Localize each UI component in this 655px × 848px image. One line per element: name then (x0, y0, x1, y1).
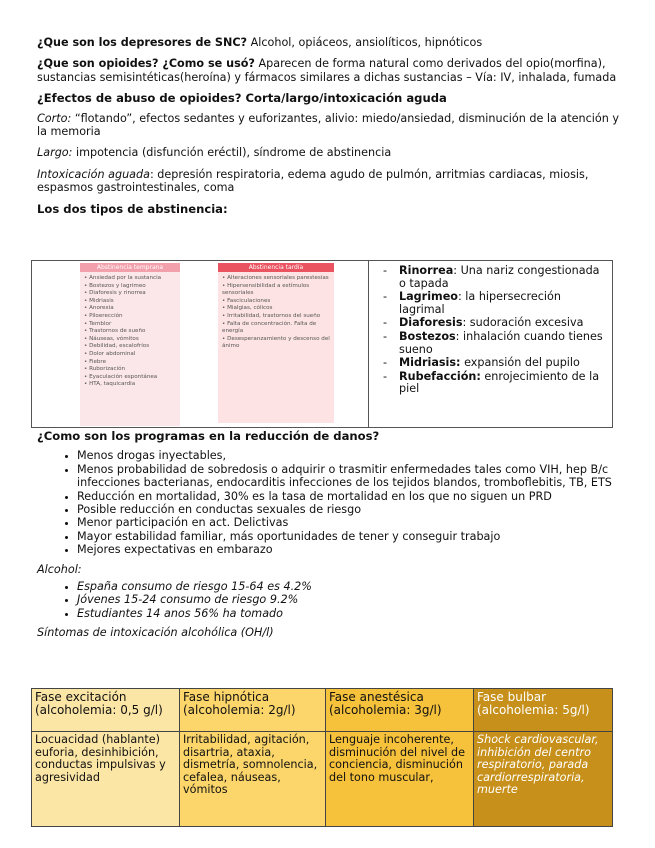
sign-description: : sudoración excesiva (462, 316, 584, 330)
corto-paragraph (37, 112, 619, 139)
phase-header: Fase hipnótica (alcoholemia: 2g/l) (180, 689, 326, 732)
late-abstinence-item: • Mialgias, cólicos (222, 305, 334, 313)
late-abstinence-list (222, 275, 334, 351)
harm-reduction-section (37, 430, 619, 648)
early-abstinence-item: • Náuseas, vómitos (84, 336, 180, 344)
late-abstinence-title: Abstinencia tardía (218, 263, 334, 272)
early-abstinence-item: • Bostezos y lagrimeo (84, 283, 180, 291)
phase-header: Fase bulbar (alcoholemia: 5g/l) (474, 689, 613, 732)
document-page (37, 36, 619, 222)
sign-term: Rubefacción: (399, 369, 481, 383)
sign-item (383, 291, 608, 316)
alcohol-item: • Jóvenes 15-24 consumo de riesgo 9.2% (77, 593, 619, 606)
abst-heading: Los dos tipos de abstinencia: (37, 201, 228, 216)
abstinence-image-cell (32, 261, 369, 427)
alcohol-label: Alcohol: (37, 562, 82, 576)
phase-header: Fase anestésica (alcoholemia: 3g/l) (326, 689, 474, 732)
alcohol-item: • Estudiantes 14 anos 56% ha tomado (77, 607, 619, 620)
prd-heading: ¿Como son los programas en la reducción de danos? (37, 429, 380, 443)
late-abstinence-panel (218, 263, 334, 423)
early-abstinence-item: • Midriasis (84, 298, 180, 306)
phase-symptoms: Locuacidad (hablante) euforia, desinhibición, conductas impulsivas y agresividad (32, 732, 180, 827)
sign-description: : inhalación cuando tienes sueno (399, 329, 603, 356)
alcohol-list (37, 580, 619, 620)
late-abstinence-item: • Fasciculaciones (222, 298, 334, 306)
q1-question: ¿Que son los depresores de SNC? (37, 36, 248, 49)
early-abstinence-item: • Fiebre (84, 359, 180, 367)
early-abstinence-item: • Diaforesis y rinorrea (84, 290, 180, 298)
q2-question: ¿Que son opioides? ¿Como se usó? (37, 57, 255, 71)
late-abstinence-item: • Hipersensibilidad a estímulos sensoriales (222, 283, 334, 298)
sign-term: Rinorrea (399, 264, 454, 277)
phase-symptoms: Lenguaje incoherente, disminución del nivel de conciencia, disminución del tono muscular, (326, 732, 474, 827)
largo-paragraph (37, 146, 619, 159)
prd-item: • Reducción en mortalidad, 30% es la tasa de mortalidad en los que no siguen un PRD (77, 490, 619, 503)
early-abstinence-panel (80, 263, 180, 426)
intox-text: : depresión respiratoria, edema agudo de pulmón, arritmias cardiacas, miosis, espasmos gastrointestinales, coma (37, 167, 589, 195)
early-abstinence-item: • Dolor abdominal (84, 351, 180, 359)
q2-paragraph (37, 57, 619, 84)
early-abstinence-item: • Eyaculación espontánea (84, 374, 180, 382)
late-abstinence-item: • Alteraciones sensoriales parestesias (222, 275, 334, 283)
early-abstinence-item: • Temblor (84, 321, 180, 329)
phase-header: Fase excitación (alcoholemia: 0,5 g/l) (32, 689, 180, 732)
sign-item (383, 331, 608, 356)
sign-item (383, 317, 608, 330)
intox-label: Intoxicación aguada (37, 167, 150, 181)
corto-label: Corto: (37, 111, 72, 125)
sign-term: Lagrimeo (399, 290, 458, 304)
q3-heading: ¿Efectos de abuso de opioides? Corta/largo/intoxicación aguda (37, 91, 447, 106)
early-abstinence-item: • Ruborización (84, 366, 180, 374)
intox-paragraph (37, 168, 619, 195)
early-abstinence-item: • Debilidad, escalofríos (84, 343, 180, 351)
early-abstinence-item: • Anorexia (84, 305, 180, 313)
early-abstinence-item: • HTA, taquicardia (84, 381, 180, 389)
q1-answer: Alcohol, opiáceos, ansiolíticos, hipnóticos (247, 36, 483, 49)
sign-item (383, 371, 608, 396)
early-abstinence-item: • Trastornos de sueño (84, 328, 180, 336)
sign-term: Midriasis: (399, 356, 461, 370)
sign-description: : la hipersecreción lagrimal (399, 290, 561, 316)
signs-list (383, 265, 608, 396)
prd-item: • Mayor estabilidad familiar, más oportunidades de tener y conseguir trabajo (77, 530, 619, 543)
sign-term: Diaforesis (399, 316, 463, 330)
largo-text: impotencia (disfunción eréctil), síndrome de abstinencia (72, 146, 392, 160)
corto-text: “flotando”, efectos sedantes y euforizantes, alivio: miedo/ansiedad, disminución de la atención y la memoria (37, 111, 619, 139)
late-abstinence-item: • Falta de concentración. Falta de energía (222, 321, 334, 336)
abstinence-table (31, 260, 613, 428)
late-abstinence-item: • Desesperanzamiento y descenso del ánimo (222, 336, 334, 351)
q1-paragraph (37, 36, 619, 49)
phase-symptoms: Shock cardiovascular, inhibición del centro respiratorio, parada cardiorrespiratoria, muerte (474, 732, 613, 827)
early-abstinence-item: • Piloerección (84, 313, 180, 321)
sign-description: expansión del pupilo (460, 356, 580, 370)
prd-item: • Menos drogas inyectables, (77, 449, 619, 462)
prd-list (37, 449, 619, 556)
prd-item: • Menos probabilidad de sobredosis o adquirir o trasmitir enfermedades tales como VIH, hep B/c infecciones bacterianas, endocarditis infecciones de los tejidos blandos, tromboflebitis, TB, ETS (77, 463, 619, 490)
largo-label: Largo: (37, 146, 73, 160)
early-abstinence-title: Abstinencia temprana (80, 263, 180, 272)
prd-item: • Menor participación en act. Delictivas (77, 516, 619, 529)
sign-description: enrojecimiento de la piel (399, 369, 600, 396)
prd-item: • Posible reducción en conductas sexuales de riesgo (77, 503, 619, 516)
sign-description: : Una nariz congestionada o tapada (399, 264, 600, 290)
intoxication-phases-table (31, 688, 613, 827)
symptoms-label: Síntomas de intoxicación alcohólica (OH/l) (37, 626, 274, 640)
sign-item (383, 357, 608, 370)
q2-answer: Aparecen de forma natural como derivados del opio(morfina), sustancias semisintéticas(heroína) y fármacos similares a dichas sustancias – Vía: IV, inhalada, fumada (37, 57, 617, 84)
early-abstinence-item: • Ansiedad por la sustancia (84, 275, 180, 283)
late-abstinence-item: • Irritabilidad, trastornos del sueño (222, 313, 334, 321)
phase-symptoms: Irritabilidad, agitación, disartria, ataxia, dismetría, somnolencia, cefalea, náuseas, vómitos (180, 732, 326, 827)
early-abstinence-list (84, 275, 180, 389)
sign-term: Bostezos (399, 329, 456, 343)
sign-item (383, 265, 608, 290)
alcohol-item: • España consumo de riesgo 15-64 es 4.2% (77, 580, 619, 593)
prd-item: • Mejores expectativas en embarazo (77, 543, 619, 556)
abstinence-signs-cell (369, 261, 612, 427)
